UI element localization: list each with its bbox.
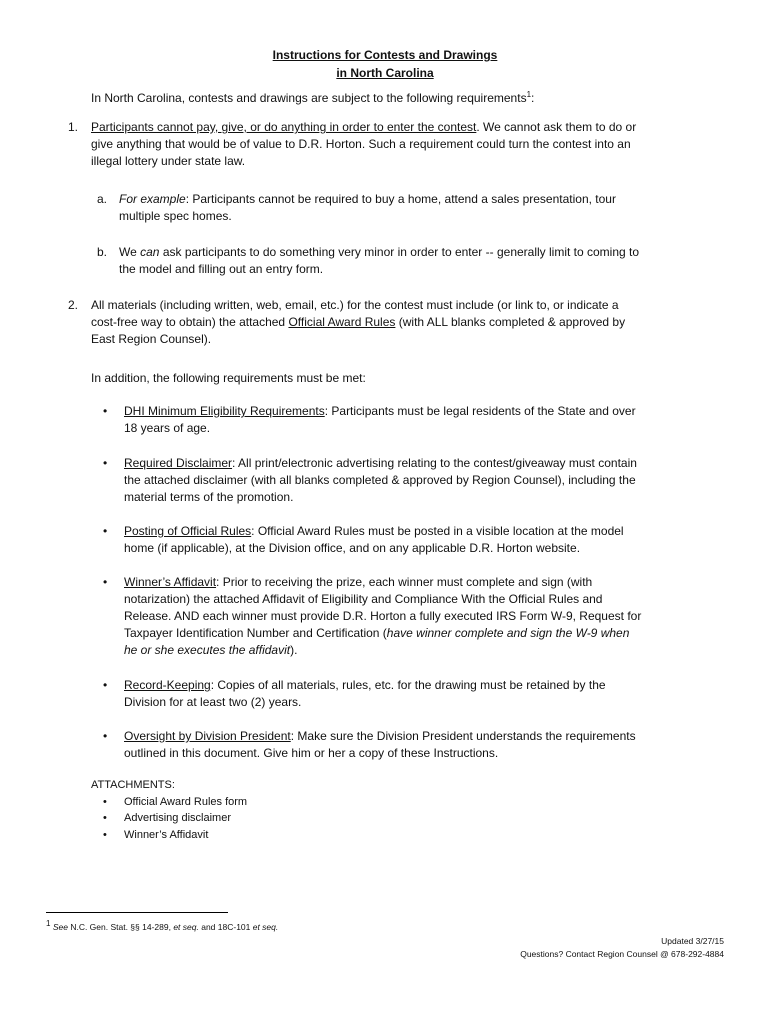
document-title-line1: Instructions for Contests and Drawings (272, 48, 498, 62)
bullet-icon: • (103, 812, 107, 824)
bullet-disclaimer: Required Disclaimer: All print/electronic advertising relating to the contest/giveaway must contain the attached disclaimer (with all blanks completed & approved by Region Counsel), including the material terms of the promotion. (124, 456, 637, 504)
attachment-item: Official Award Rules form (124, 796, 248, 808)
attachments-heading: ATTACHMENTS: (91, 779, 175, 791)
item-1a-letter: a. (97, 192, 108, 206)
footnote-reference: 1 (526, 90, 532, 99)
bullet-winners-affidavit: Winner’s Affidavit: Prior to receiving the prize, each winner must complete and sign (with notarization) the attached Affidavit of Eligibility and Compliance With the Official Rules and Release. AND each winner must provide D.R. Horton a fully executed IRS Form W-9, Request for Taxpayer Identification Number and Certification (have winner complete and sign the W-9 when he or she executes the affidavit). (124, 575, 642, 657)
attachment-item: Advertising disclaimer (124, 812, 231, 824)
item-1b-text: We can ask participants to do something very minor in order to enter -- generally limit to coming to the model and filling out an entry form. (119, 245, 640, 276)
attachment-item: Winner’s Affidavit (124, 829, 209, 841)
bullet-icon: • (103, 796, 107, 808)
item-1-number: 1. (68, 120, 79, 134)
footnote: 1 See N.C. Gen. Stat. §§ 14-289, et seq. and 18C-101 et seq. (46, 919, 279, 932)
item-2-text: All materials (including written, web, email, etc.) for the contest must include (or link to, or indicate a cost-free way to obtain) the attached Official Award Rules (with ALL blanks completed & approved by East Region Counsel). (91, 298, 626, 346)
item-2-number: 2. (68, 298, 79, 312)
footer-contact: Questions? Contact Region Counsel @ 678-292-4884 (520, 949, 724, 959)
bullet-icon: • (103, 456, 108, 470)
intro-paragraph: In North Carolina, contests and drawings are subject to the following requirements$^1$: (91, 90, 535, 105)
item-1b-letter: b. (97, 245, 108, 259)
bullet-icon: • (103, 829, 107, 841)
bullet-icon: • (103, 575, 108, 589)
item-1a-text: For example: Participants cannot be required to buy a home, attend a sales presentation, tour multiple spec homes. (119, 192, 616, 223)
bullet-eligibility: DHI Minimum Eligibility Requirements: Participants must be legal residents of the State and over 18 years of age. (124, 404, 636, 435)
document-title-line2: in North Carolina (336, 66, 434, 80)
bullet-icon: • (103, 678, 108, 692)
bullet-icon: • (103, 524, 108, 538)
footer-updated: Updated 3/27/15 (661, 936, 724, 946)
item-1-text: Participants cannot pay, give, or do anything in order to enter the contest. We cannot ask them to do or give anything that would be of value to D.R. Horton. Such a requirement could turn the contest into an illegal lottery under state law. (91, 120, 637, 168)
footnote-separator (46, 912, 228, 913)
bullet-icon: • (103, 404, 108, 418)
bullet-oversight: Oversight by Division President: Make sure the Division President understands the requirements outlined in this document. Give him or her a copy of these Instructions. (124, 729, 636, 760)
bullet-icon: • (103, 729, 108, 743)
item-2-addition: In addition, the following requirements must be met: (91, 371, 366, 385)
bullet-record-keeping: Record-Keeping: Copies of all materials, rules, etc. for the drawing must be retained by the Division for at least two (2) years. (124, 678, 606, 709)
bullet-posting-rules: Posting of Official Rules: Official Award Rules must be posted in a visible location at the model home (if applicable), at the Division office, and on any applicable D.R. Horton website. (124, 524, 624, 555)
